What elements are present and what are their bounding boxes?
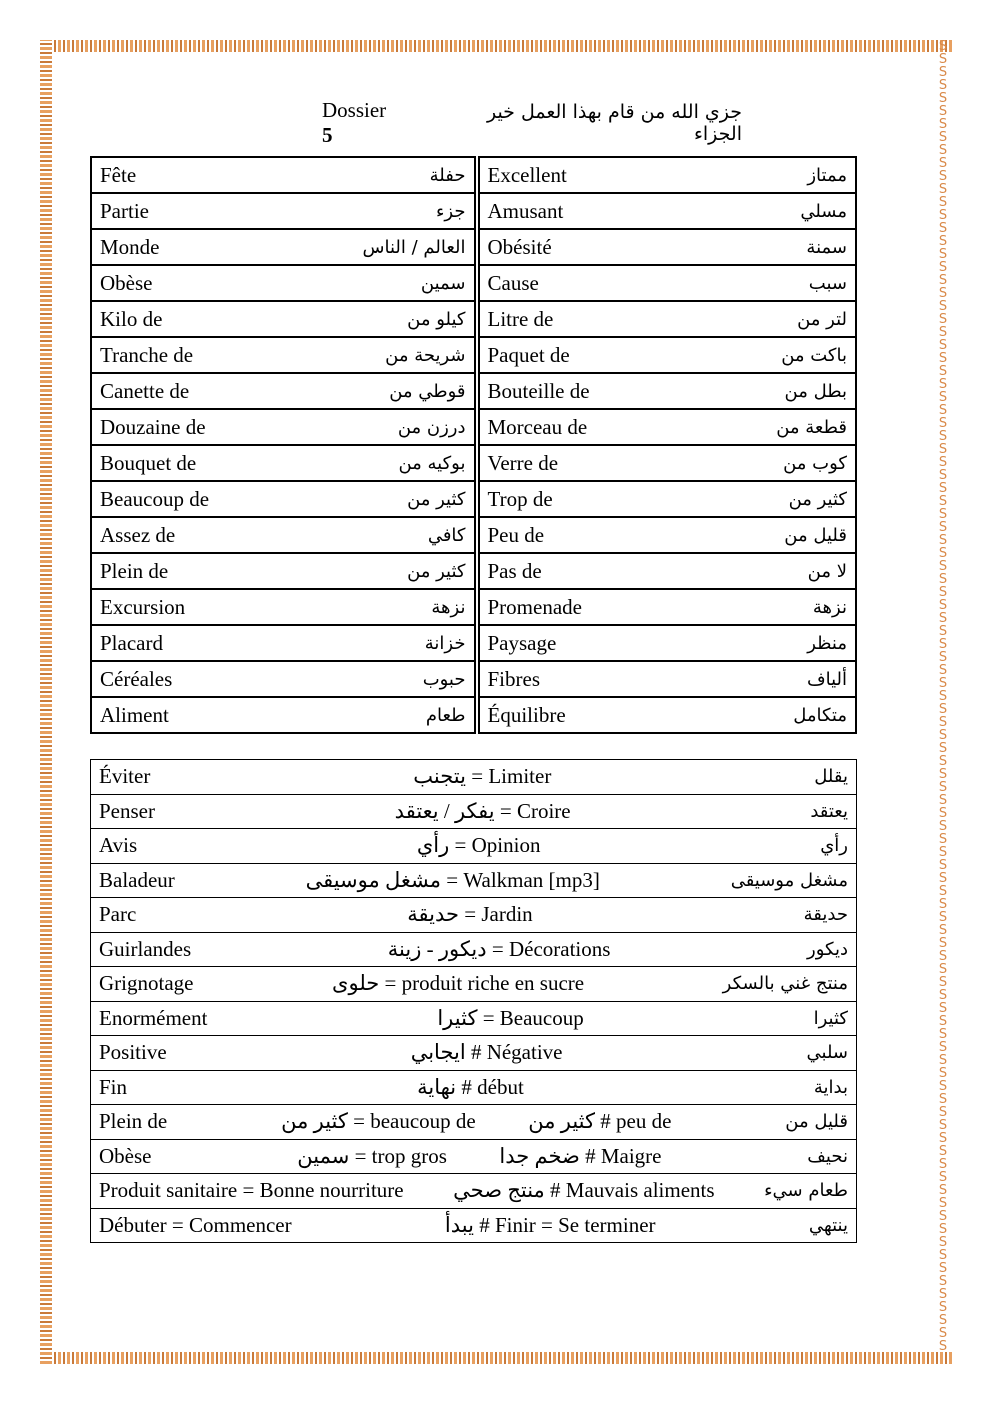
vocab-cell: [479, 661, 857, 697]
arabic-word: ممتاز: [807, 164, 847, 186]
relation-middle: ايجابي # Négative: [410, 1040, 563, 1065]
arabic-word: مسلي: [800, 200, 847, 222]
vocab-cell: [91, 445, 475, 481]
relation-middle: حديقة = Jardin: [407, 902, 533, 927]
arabic-word: لتر من: [797, 308, 847, 330]
arabic-word: كوب من: [783, 452, 847, 474]
relation-left: Enormément: [99, 1005, 208, 1030]
french-word: Aliment: [100, 702, 169, 727]
relation-middle: سمين = trop gros ضخم جدا # Maigre: [297, 1143, 662, 1168]
relation-cell: [91, 760, 857, 795]
relation-row: [91, 1036, 857, 1071]
decorative-border-bottom: [40, 1352, 952, 1364]
arabic-word: سبب: [808, 272, 847, 294]
relation-cell: [91, 1036, 857, 1071]
vocab-cell: [479, 589, 857, 625]
french-word: Plein de: [100, 558, 169, 583]
vocab-row: [91, 625, 856, 661]
arabic-word: لا من: [807, 560, 847, 582]
vocab-cell: [91, 337, 475, 373]
decorative-border-left: [40, 40, 52, 1364]
vocab-cell: [91, 697, 475, 733]
arabic-word: كيلو من: [407, 308, 466, 330]
relation-left: Débuter = Commencer: [99, 1212, 292, 1237]
vocab-cell: [479, 373, 857, 409]
vocab-cell: [91, 265, 475, 301]
vocab-cell: [479, 481, 857, 517]
vocab-cell: [479, 193, 857, 229]
arabic-word: العالم / الناس: [362, 236, 466, 258]
arabic-word: قطعة من: [776, 416, 847, 438]
vocab-cell: [91, 409, 475, 445]
vocab-row: [91, 229, 856, 265]
french-word: Excellent: [487, 162, 567, 187]
relation-left: Plein de: [99, 1109, 168, 1134]
vocab-cell: [91, 301, 475, 337]
vocab-row: [91, 337, 856, 373]
relation-middle: نهاية # début: [417, 1074, 524, 1099]
vocab-row: [91, 373, 856, 409]
vocab-cell: [479, 157, 857, 193]
dua-text: جزي الله من قام بهذا العمل خير الجزاء: [486, 101, 742, 145]
relation-row: [91, 1070, 857, 1105]
relation-row: [91, 794, 857, 829]
french-word: Équilibre: [487, 702, 566, 727]
french-word: Pas de: [487, 558, 542, 583]
vocab-row: [91, 265, 856, 301]
vocab-cell: [91, 373, 475, 409]
vocab-row: [91, 481, 856, 517]
relation-right: قليل من: [785, 1111, 848, 1133]
arabic-word: كثير من: [788, 488, 847, 510]
relation-left: Obèse: [99, 1143, 152, 1168]
relation-row: [91, 760, 857, 795]
arabic-word: خزانة: [424, 632, 466, 654]
relation-cell: [91, 863, 857, 898]
relation-left: Positive: [99, 1040, 167, 1065]
arabic-word: سمين: [420, 272, 466, 294]
french-word: Canette de: [100, 378, 190, 403]
relation-row: [91, 1208, 857, 1243]
relation-right: مشغل موسيقى: [730, 869, 848, 891]
relation-row: [91, 898, 857, 933]
relation-row: [91, 829, 857, 864]
french-word: Tranche de: [100, 342, 194, 367]
arabic-word: كثير من: [407, 488, 466, 510]
relation-left: Produit sanitaire = Bonne nourriture: [99, 1178, 404, 1203]
arabic-word: حبوب: [422, 668, 466, 690]
relation-right: سلبي: [806, 1042, 848, 1064]
relation-row: [91, 932, 857, 967]
french-word: Assez de: [100, 522, 176, 547]
relation-middle: مشغل موسيقى = Walkman [mp3]: [305, 867, 600, 892]
vocab-row: [91, 517, 856, 553]
french-word: Paquet de: [487, 342, 570, 367]
vocab-cell: [479, 553, 857, 589]
relation-right: يعتقد: [810, 800, 848, 822]
arabic-word: قليل من: [784, 524, 847, 546]
relation-left: Penser: [99, 798, 155, 823]
french-word: Amusant: [487, 198, 564, 223]
relation-row: [91, 1139, 857, 1174]
relation-right: رأي: [820, 835, 848, 857]
french-word: Trop de: [487, 486, 553, 511]
page-title: [322, 98, 742, 148]
arabic-word: باكت من: [781, 344, 847, 366]
french-word: Verre de: [487, 450, 559, 475]
vocab-row: [91, 157, 856, 193]
relation-middle: يفكر / يعتقد = Croire: [394, 798, 571, 823]
vocab-cell: [91, 625, 475, 661]
vocab-row: [91, 301, 856, 337]
relation-right: يقلل: [814, 766, 848, 788]
vocab-cell: [91, 157, 475, 193]
french-word: Morceau de: [487, 414, 588, 439]
vocab-cell: [479, 337, 857, 373]
french-word: Litre de: [487, 306, 554, 331]
arabic-word: متكامل: [793, 704, 847, 726]
arabic-word: طعام: [425, 704, 466, 726]
relation-middle: رأي = Opinion: [416, 833, 541, 858]
relation-middle: كثير من = beaucoup de كثير من # peu de: [281, 1109, 672, 1134]
relation-cell: [91, 829, 857, 864]
relation-cell: [91, 1139, 857, 1174]
relation-middle: منتج صحي # Mauvais aliments: [453, 1178, 715, 1203]
french-word: Douzaine de: [100, 414, 206, 439]
vocab-cell: [91, 193, 475, 229]
relation-right: حديقة: [803, 904, 848, 926]
vocab-cell: [91, 589, 475, 625]
relation-cell: [91, 1174, 857, 1209]
french-word: Céréales: [100, 666, 173, 691]
arabic-word: ألياف: [806, 668, 847, 690]
relation-cell: [91, 1001, 857, 1036]
relation-middle: يبدأ # Finir = Se terminer: [444, 1212, 656, 1237]
relation-right: منتج غني بالسكر: [722, 973, 848, 995]
relation-cell: [91, 1070, 857, 1105]
relation-middle: حلوى = produit riche en sucre: [332, 971, 585, 996]
arabic-word: حفلة: [429, 164, 466, 186]
relation-left: Fin: [99, 1074, 128, 1099]
arabic-word: منظر: [807, 632, 847, 654]
relation-cell: [91, 794, 857, 829]
decorative-border-right: S S S S S S S S S S S S S S S S S S S S S S S S S S S S S S S S S S S S S S S S S S S S S S S S S S S S S S S S S S S S S S S S S S S S S S S S S S S S S S S S S S S S S S S S S S S S S S S S S S S S S: [938, 40, 948, 1354]
relation-right: كثيرا: [813, 1007, 848, 1029]
vocab-row: [91, 445, 856, 481]
french-word: Excursion: [100, 594, 186, 619]
relation-right: بداية: [813, 1076, 848, 1098]
arabic-word: جزء: [435, 200, 466, 222]
arabic-word: بطل من: [784, 380, 847, 402]
vocab-row: [91, 409, 856, 445]
vocab-cell: [479, 517, 857, 553]
relation-row: [91, 1174, 857, 1209]
relation-left: Éviter: [99, 764, 151, 789]
vocab-cell: [479, 697, 857, 733]
dossier-number: 5: [322, 123, 333, 147]
french-word: Kilo de: [100, 306, 163, 331]
relation-cell: [91, 1105, 857, 1140]
arabic-word: نزهة: [431, 596, 466, 618]
arabic-word: درزن من: [397, 416, 466, 438]
vocab-row: [91, 697, 856, 733]
vocab-cell: [91, 553, 475, 589]
arabic-word: كافي: [427, 524, 466, 546]
french-word: Monde: [100, 234, 160, 259]
relation-left: Parc: [99, 902, 137, 927]
dossier-label: Dossier: [322, 98, 387, 122]
vocab-cell: [479, 265, 857, 301]
french-word: Paysage: [487, 630, 557, 655]
relation-cell: [91, 1208, 857, 1243]
relation-middle: كثيرا = Beaucoup: [437, 1005, 584, 1030]
decorative-border-top: [40, 40, 952, 52]
relation-left: Avis: [99, 833, 138, 858]
vocab-cell: [479, 301, 857, 337]
vocab-cell: [91, 481, 475, 517]
vocab-row: [91, 553, 856, 589]
arabic-word: شريحة من: [385, 344, 466, 366]
arabic-word: سمنة: [806, 236, 847, 258]
relation-left: Guirlandes: [99, 936, 192, 961]
french-word: Fibres: [487, 666, 540, 691]
arabic-word: بوكيه من: [398, 452, 466, 474]
vocab-row: [91, 661, 856, 697]
relation-cell: [91, 967, 857, 1002]
vocab-row: [91, 193, 856, 229]
french-word: Bouquet de: [100, 450, 197, 475]
french-word: Beaucoup de: [100, 486, 210, 511]
french-word: Fête: [100, 162, 137, 187]
french-word: Peu de: [487, 522, 545, 547]
relation-right: ديكور: [807, 938, 848, 960]
arabic-word: نزهة: [812, 596, 847, 618]
vocab-cell: [479, 625, 857, 661]
relation-right: ينتهي: [808, 1214, 848, 1236]
relation-row: [91, 1105, 857, 1140]
french-word: Promenade: [487, 594, 582, 619]
relation-row: [91, 863, 857, 898]
french-word: Cause: [487, 270, 539, 295]
arabic-word: كثير من: [407, 560, 466, 582]
vocab-cell: [91, 229, 475, 265]
relations-table: [90, 759, 857, 1243]
vocab-cell: [479, 409, 857, 445]
relation-cell: [91, 898, 857, 933]
relation-cell: [91, 932, 857, 967]
vocab-cell: [91, 517, 475, 553]
relation-left: Baladeur: [99, 867, 175, 892]
relation-right: طعام سيء: [764, 1180, 848, 1202]
relation-right: نحيف: [807, 1145, 848, 1167]
vocab-cell: [91, 661, 475, 697]
vocab-row: [91, 589, 856, 625]
french-word: Partie: [100, 198, 149, 223]
relation-middle: يتجنب = Limiter: [413, 764, 552, 789]
relation-row: [91, 1001, 857, 1036]
relation-middle: ديكور - زينة = Décorations: [387, 936, 611, 961]
arabic-word: قوطي من: [389, 380, 466, 402]
french-word: Bouteille de: [487, 378, 590, 403]
french-word: Obèse: [100, 270, 153, 295]
relation-row: [91, 967, 857, 1002]
vocab-cell: [479, 445, 857, 481]
vocab-table: [90, 156, 857, 734]
french-word: Placard: [100, 630, 163, 655]
french-word: Obésité: [487, 234, 552, 259]
vocab-cell: [479, 229, 857, 265]
relation-left: Grignotage: [99, 971, 194, 996]
